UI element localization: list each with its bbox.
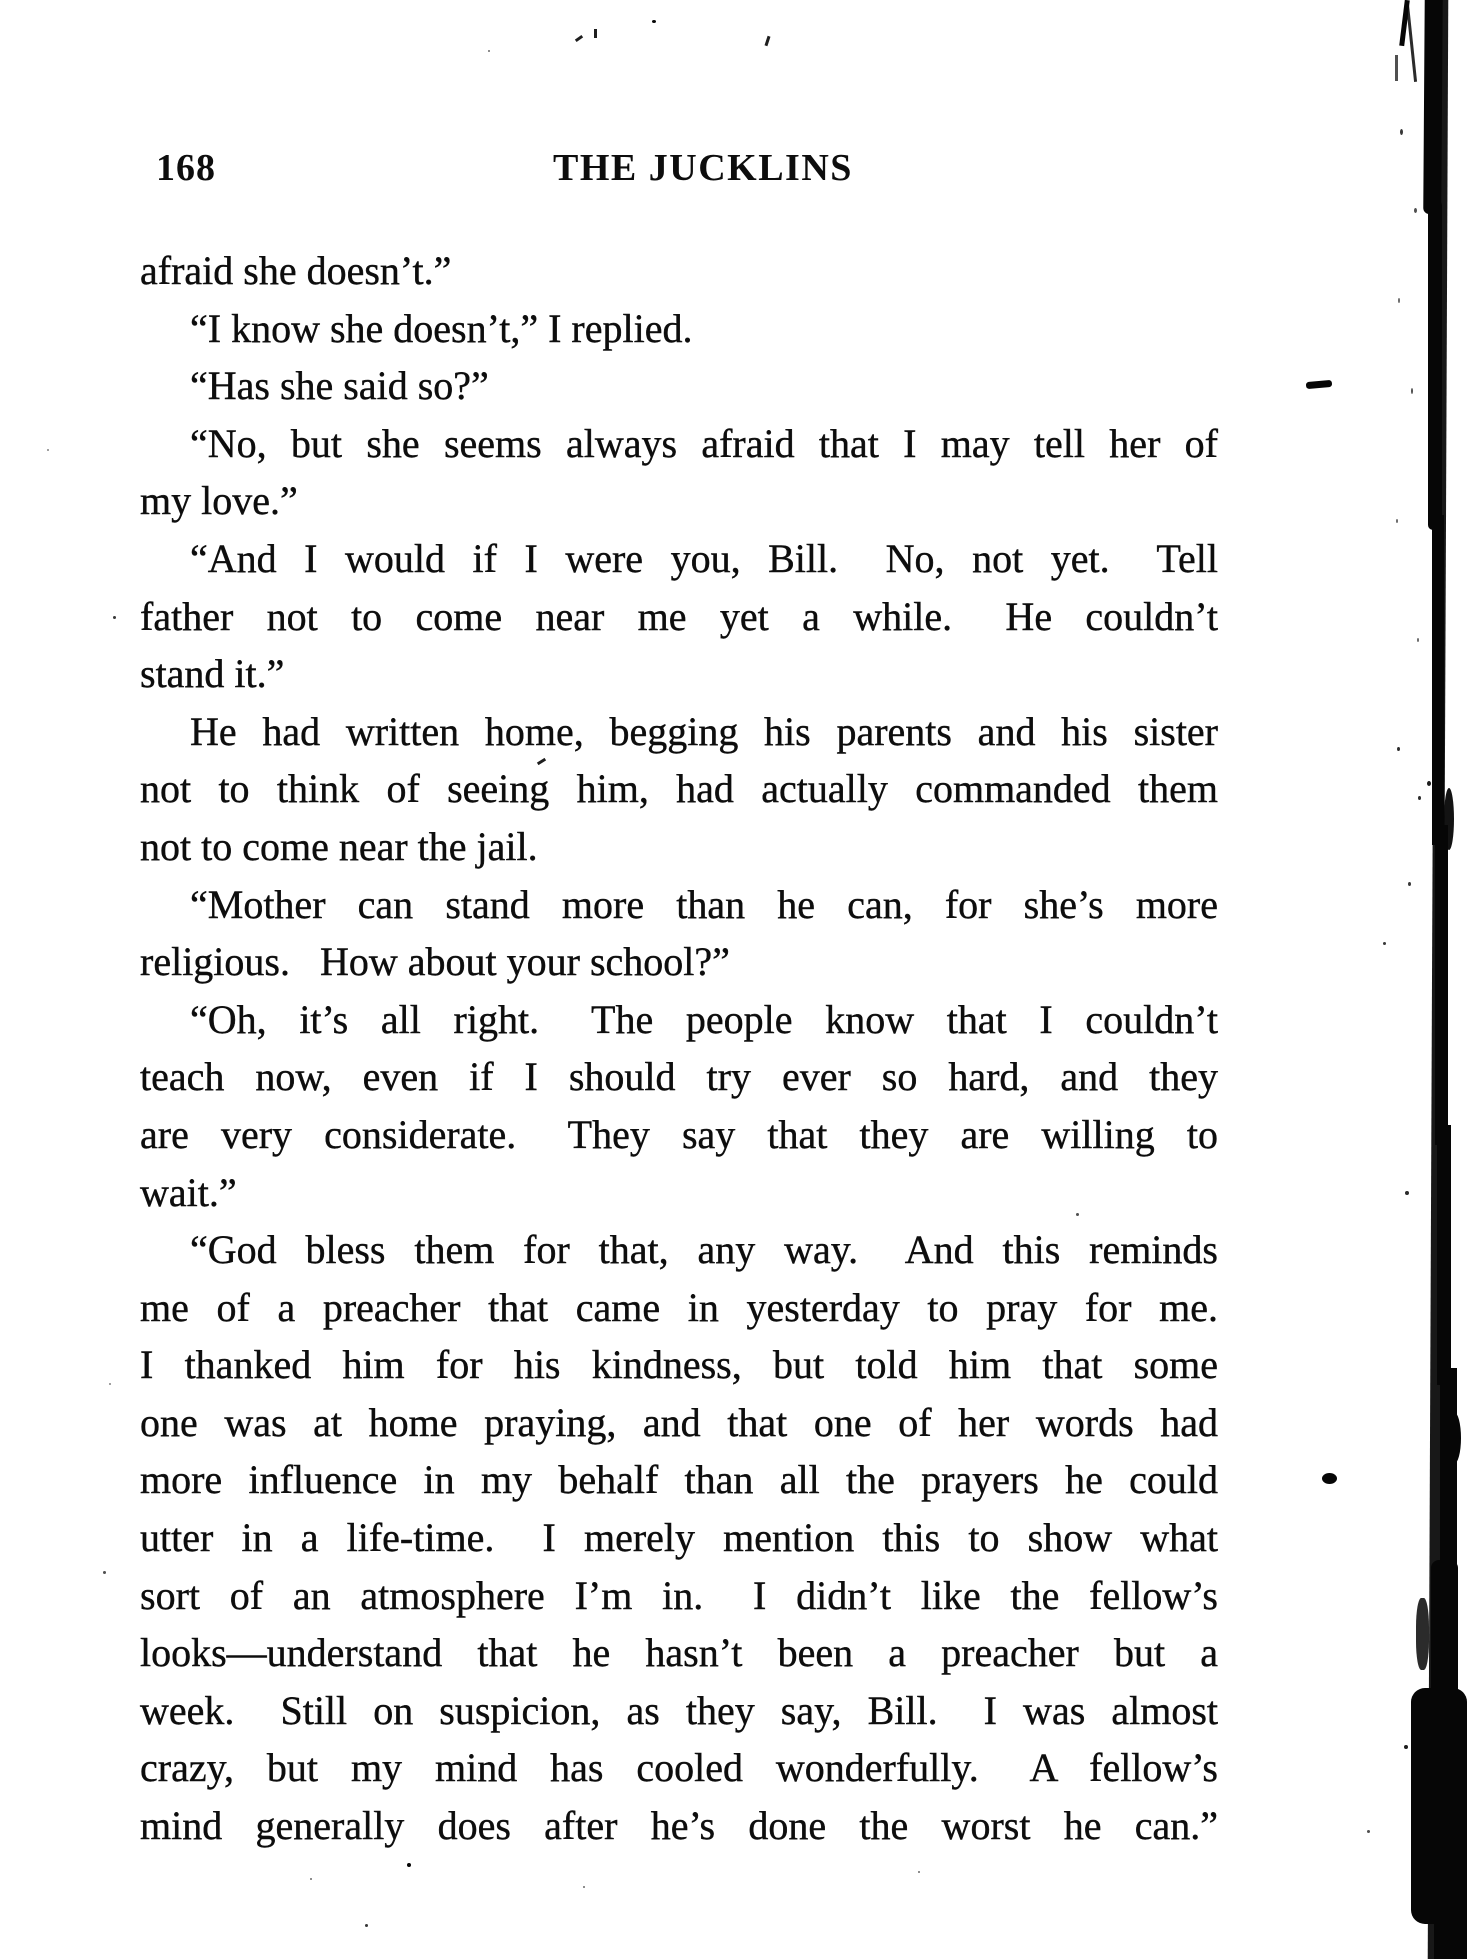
scan-speck — [1417, 638, 1419, 642]
text-line: afraid she doesn’t.” — [140, 248, 452, 293]
text-line: religious. How about your school?” — [140, 939, 730, 985]
text-line: father not to come near me yet a while. He couldn’t — [140, 593, 1218, 639]
text-line: week. Still on suspicion, as they say, Bill. I was almost — [140, 1687, 1218, 1733]
scan-speck — [583, 1886, 585, 1888]
scan-speck — [1076, 1213, 1079, 1216]
text-line: utter in a life-time. I merely mention this to show what — [140, 1515, 1218, 1561]
scan-speck — [488, 50, 490, 52]
text-line: more influence in my behalf than all the prayers he could — [140, 1457, 1218, 1503]
scan-speck — [407, 1863, 411, 1867]
text-line: I thanked him for his kindness, but told him that some — [140, 1342, 1218, 1388]
scan-speck — [1427, 781, 1431, 786]
text-line: “Has she said so?” — [190, 363, 489, 409]
scan-speck — [109, 1383, 111, 1385]
text-line: me of a preacher that came in yesterday to pray for me. — [140, 1284, 1218, 1330]
scan-streak-segment — [1434, 1888, 1467, 1959]
text-line: are very considerate. They say that they are willing to — [140, 1111, 1218, 1157]
scan-speck — [1404, 1745, 1408, 1749]
text-line: He had written home, begging his parents and his sister — [190, 708, 1218, 754]
scan-streak-segment — [1406, 4, 1417, 82]
scan-speck — [1408, 882, 1411, 886]
text-line: crazy, but my mind has cooled wonderfully. A fellow’s — [140, 1745, 1218, 1791]
scan-speck — [113, 616, 116, 619]
scan-streak-segment — [1432, 515, 1444, 845]
page-body — [140, 242, 1218, 1855]
scan-streak-segment — [1395, 55, 1398, 81]
scan-streak-segment — [1437, 1125, 1451, 1385]
text-line: one was at home praying, and that one of her words had — [140, 1399, 1218, 1445]
scan-speck — [365, 1924, 368, 1927]
scan-speck — [652, 20, 656, 23]
text-line: looks—understand that he hasn’t been a preacher but a — [140, 1630, 1218, 1676]
scan-speck — [1405, 1191, 1409, 1195]
scan-speck — [1396, 519, 1398, 523]
scan-streak-segment — [1440, 1368, 1457, 1578]
text-line: “No, but she seems always afraid that I may tell her of — [190, 420, 1218, 466]
text-line: “And I would if I were you, Bill. No, not yet. Tell — [190, 535, 1218, 581]
scan-streak-segment — [1435, 825, 1448, 1145]
scan-speck — [47, 449, 49, 451]
text-line: not to come near the jail. — [140, 823, 538, 869]
text-line: “God bless them for that, any way. And this reminds — [190, 1227, 1218, 1273]
text-line: “Oh, it’s all right. The people know that I couldn’t — [190, 996, 1218, 1042]
scan-streak-segment — [1423, 0, 1443, 214]
scan-speck — [1398, 298, 1400, 303]
text-line: not to think of seeing him, had actually commanded them — [140, 766, 1218, 812]
scan-speck — [575, 35, 583, 42]
scan-speck — [594, 29, 597, 38]
page-number: 168 — [156, 147, 216, 189]
scan-speck — [1418, 796, 1421, 800]
text-line: “I know she doesn’t,” I replied. — [190, 305, 693, 351]
scan-streak-segment — [1444, 788, 1454, 850]
scan-streak-segment — [1447, 1412, 1461, 1464]
scan-speck — [1367, 1830, 1370, 1833]
scan-speck — [918, 1871, 920, 1873]
scan-speck — [1400, 129, 1403, 135]
text-line: “Mother can stand more than he can, for she’s more — [190, 881, 1218, 927]
scan-speck — [1411, 388, 1413, 394]
text-line: sort of an atmosphere I’m in. I didn’t like the fellow’s — [140, 1572, 1218, 1618]
text-line: wait.” — [140, 1169, 237, 1215]
scan-ink-blob — [1322, 1473, 1337, 1484]
scan-streak-segment — [1428, 200, 1442, 530]
scan-speck — [1397, 747, 1400, 751]
text-line: mind generally does after he’s done the worst he can.” — [140, 1803, 1218, 1849]
scan-speck — [765, 36, 771, 46]
text-line: teach now, even if I should try ever so hard, and they — [140, 1054, 1218, 1100]
scan-speck — [103, 1571, 106, 1574]
scan-speck — [310, 1878, 312, 1880]
scan-speck — [1383, 942, 1386, 945]
text-line: my love.” — [140, 478, 298, 524]
running-head-title: THE JUCKLINS — [553, 147, 853, 189]
scan-streak-segment — [1416, 1598, 1429, 1670]
scan-speck — [1414, 208, 1417, 213]
text-line: stand it.” — [140, 651, 285, 697]
scan-dash-mark — [1306, 380, 1333, 389]
